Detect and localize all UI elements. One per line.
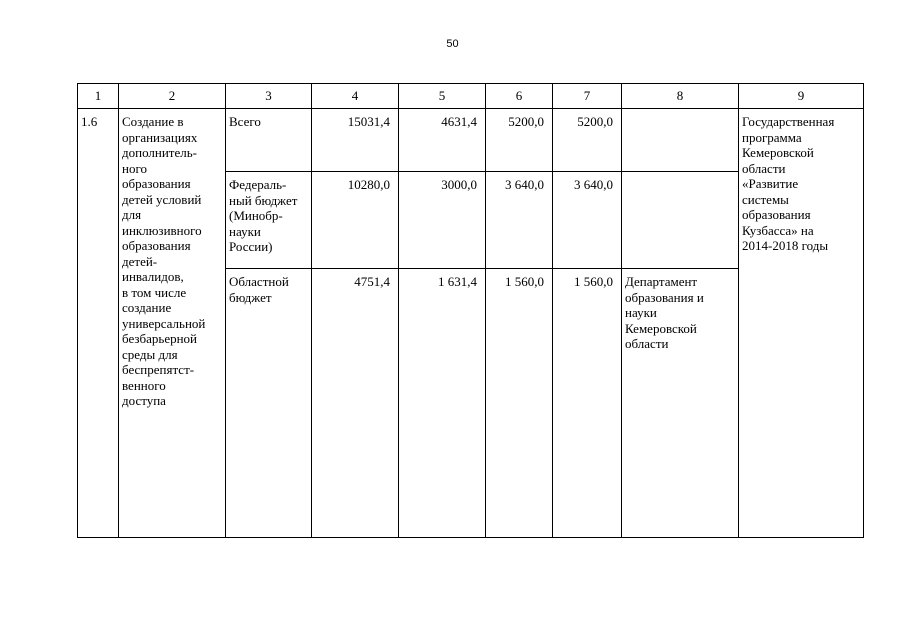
row-number-cell xyxy=(78,109,119,538)
header-cell: 5 xyxy=(399,84,486,109)
executor-cell xyxy=(622,269,739,538)
year2-value: 5200,0 xyxy=(508,114,544,129)
total-cell xyxy=(312,109,399,172)
year1-cell xyxy=(399,109,486,172)
header-row xyxy=(78,84,864,109)
source-cell xyxy=(226,109,312,172)
year2-cell xyxy=(486,172,553,269)
year1-value: 4631,4 xyxy=(441,114,477,129)
year1-cell xyxy=(399,269,486,538)
header-cell: 7 xyxy=(553,84,622,109)
total-value: 15031,4 xyxy=(347,114,390,129)
source-cell xyxy=(226,269,312,538)
source-text: Федераль- ный бюджет (Минобр- науки России) xyxy=(229,177,298,254)
executor-cell xyxy=(622,109,739,172)
year3-cell xyxy=(553,269,622,538)
page-number: 50 xyxy=(446,38,459,50)
year3-cell xyxy=(553,172,622,269)
row-number: 1.6 xyxy=(81,114,98,129)
executor-cell xyxy=(622,172,739,269)
total-cell xyxy=(312,172,399,269)
source-text: Всего xyxy=(229,114,261,129)
year3-cell xyxy=(553,109,622,172)
header-cell: 3 xyxy=(226,84,312,109)
year2-value: 1 560,0 xyxy=(505,274,544,289)
program-table xyxy=(77,83,864,538)
executor-text xyxy=(622,109,738,116)
executor-text xyxy=(622,172,738,179)
year1-value: 1 631,4 xyxy=(438,274,477,289)
year2-cell xyxy=(486,269,553,538)
total-cell xyxy=(312,269,399,538)
year2-cell xyxy=(486,109,553,172)
year3-value: 5200,0 xyxy=(577,114,613,129)
year1-cell xyxy=(399,172,486,269)
header-cell: 4 xyxy=(312,84,399,109)
header-cell: 6 xyxy=(486,84,553,109)
program-text: Государственная программа Кемеровской области «Развитие системы образования Кузбасса» на 2014-2018 годы xyxy=(742,114,835,253)
executor-text: Департамент образования и науки Кемеровской области xyxy=(625,274,704,351)
measure-cell xyxy=(119,109,226,538)
total-value: 10280,0 xyxy=(347,177,390,192)
header-cell: 9 xyxy=(739,84,864,109)
header-cell: 2 xyxy=(119,84,226,109)
header-cell: 1 xyxy=(78,84,119,109)
source-cell xyxy=(226,172,312,269)
measure-text: Создание в организациях дополнитель- ного образования детей условий для инклюзивного образования детей- инвалидов, в том числе создание универсальной безбарьерной среды для беспрепятст- венного доступа xyxy=(122,114,206,408)
table-row xyxy=(78,109,864,172)
year2-value: 3 640,0 xyxy=(505,177,544,192)
year3-value: 3 640,0 xyxy=(574,177,613,192)
total-value: 4751,4 xyxy=(354,274,390,289)
program-cell xyxy=(739,109,864,538)
header-cell: 8 xyxy=(622,84,739,109)
source-text: Областной бюджет xyxy=(229,274,289,305)
year3-value: 1 560,0 xyxy=(574,274,613,289)
year1-value: 3000,0 xyxy=(441,177,477,192)
